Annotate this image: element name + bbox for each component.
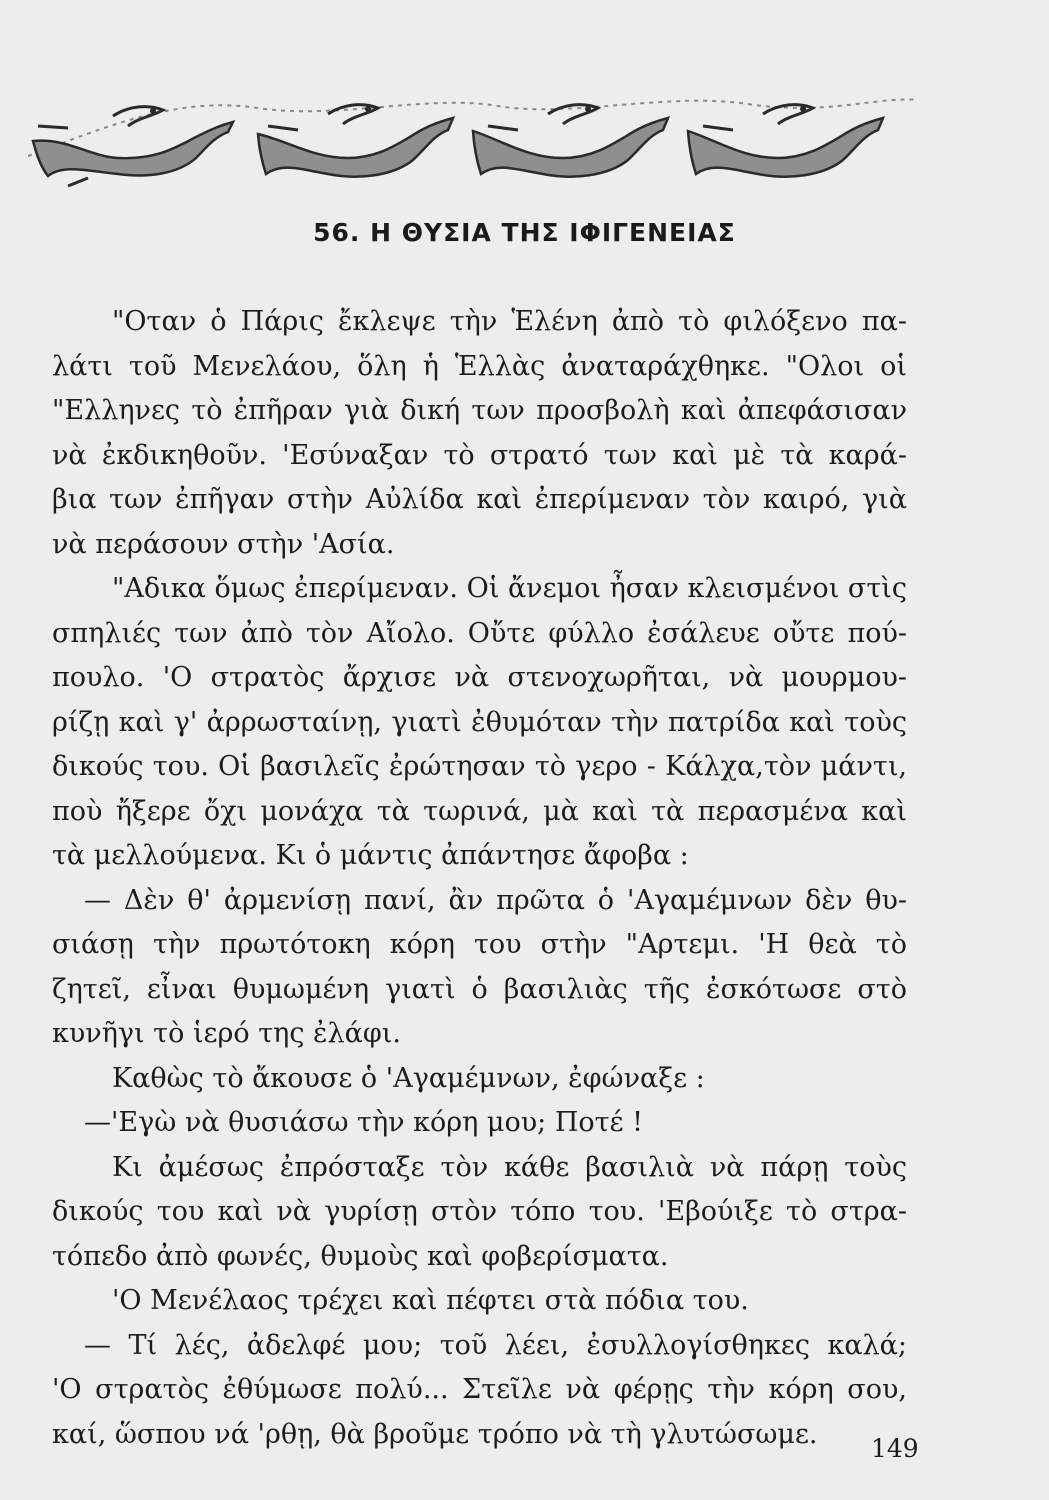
text-line: καί, ὥσπου νά 'ρθῃ, θὰ βροῦμε τρόπο νὰ τὴ γλυτώσωμε.: [52, 1418, 818, 1450]
text-line: —'Εγὼ νὰ θυσιάσω τὴν κόρη μου; Ποτέ !: [84, 1107, 643, 1138]
text-line: βια των ἐπῆγαν στὴν Αὐλίδα καὶ ἐπερίμεναν τὸν καιρό, γιὰ: [52, 484, 907, 515]
leaping-deer-frieze-icon: [28, 86, 918, 191]
text-line: νὰ περάσουν στὴν 'Ασία.: [52, 528, 395, 560]
chapter-title: 56. Η ΘΥΣΙΑ ΤΗΣ ΙΦΙΓΕΝΕΙΑΣ: [313, 218, 736, 247]
text-line: "Αδικα ὅμως ἐπερίμεναν. Οἱ ἄνεμοι ἦσαν κλεισμένοι στὶς: [112, 573, 907, 604]
text-line: ποὺ ἤξερε ὄχι μονάχα τὰ τωρινά, μὰ καὶ τὰ περασμένα καὶ: [52, 795, 907, 827]
text-line: δικούς του καὶ νὰ γυρίσῃ στὸν τόπο του. 'Εβούιξε τὸ στρα-: [52, 1196, 907, 1227]
body-text: [52, 300, 907, 1457]
text-line: ρίζῃ καὶ γ' ἀρρωσταίνῃ, γιατὶ ἐθυμόταν τὴν πατρίδα καὶ τοὺς: [52, 706, 907, 738]
text-line: τὰ μελλούμενα. Κι ὁ μάντις ἀπάντησε ἄφοβα :: [52, 840, 689, 871]
text-line: σιάσῃ τὴν πρωτότοκη κόρη του στὴν "Αρτεμι. 'Η θεὰ τὸ: [52, 929, 907, 960]
text-line: — Τί λές, ἀδελφέ μου; τοῦ λέει, ἐσυλλογίσθηκες καλά;: [84, 1329, 907, 1361]
text-line: σπηλιές των ἀπὸ τὸν Αἴολο. Οὔτε φύλλο ἐσάλευε οὔτε πού-: [52, 617, 907, 649]
page-number: 149: [871, 1434, 919, 1463]
text-line: Καθὼς τὸ ἄκουσε ὁ 'Αγαμέμνων, ἐφώναξε :: [112, 1062, 705, 1094]
text-line: κυνῆγι τὸ ἱερό της ἐλάφι.: [52, 1018, 401, 1049]
text-line: τόπεδο ἀπὸ φωνές, θυμοὺς καὶ φοβερίσματα.: [52, 1240, 669, 1272]
text-line: λάτι τοῦ Μενελάου, ὅλη ἡ Ἑλλὰς ἀναταράχθηκε. "Ολοι οἱ: [52, 350, 907, 382]
text-line: — Δὲν θ' ἀρμενίσῃ πανί, ἂν πρῶτα ὁ 'Αγαμέμνων δὲν θυ-: [84, 884, 907, 916]
text-line: 'Ο στρατὸς ἐθύμωσε πολύ... Στεῖλε νὰ φέρῃς τὴν κόρη σου,: [52, 1374, 907, 1405]
text-line: 'Ο Μενέλαος τρέχει καὶ πέφτει στὰ πόδια του.: [112, 1285, 749, 1316]
text-line: ζητεῖ, εἶναι θυμωμένη γιατὶ ὁ βασιλιὰς τῆς ἐσκότωσε στὸ: [52, 973, 907, 1005]
text-line: δικούς του. Οἱ βασιλεῖς ἐρώτησαν τὸ γερο - Κάλχα,τὸν μάντι,: [52, 751, 907, 782]
text-line: "Ελληνες τὸ ἐπῆραν γιὰ δική των προσβολὴ καὶ ἀπεφάσισαν: [52, 395, 907, 426]
text-line: "Οταν ὁ Πάρις ἔκλεψε τὴν Ἑλένη ἀπὸ τὸ φιλόξενο πα-: [112, 306, 907, 337]
text-line: πουλο. 'Ο στρατὸς ἄρχισε νὰ στενοχωρῆται, νὰ μουρμου-: [52, 662, 907, 693]
text-line: Κι ἀμέσως ἐπρόσταξε τὸν κάθε βασιλιὰ νὰ πάρῃ τοὺς: [112, 1151, 907, 1183]
text-line: νὰ ἐκδικηθοῦν. 'Εσύναξαν τὸ στρατό των καὶ μὲ τὰ καρά-: [52, 439, 907, 471]
